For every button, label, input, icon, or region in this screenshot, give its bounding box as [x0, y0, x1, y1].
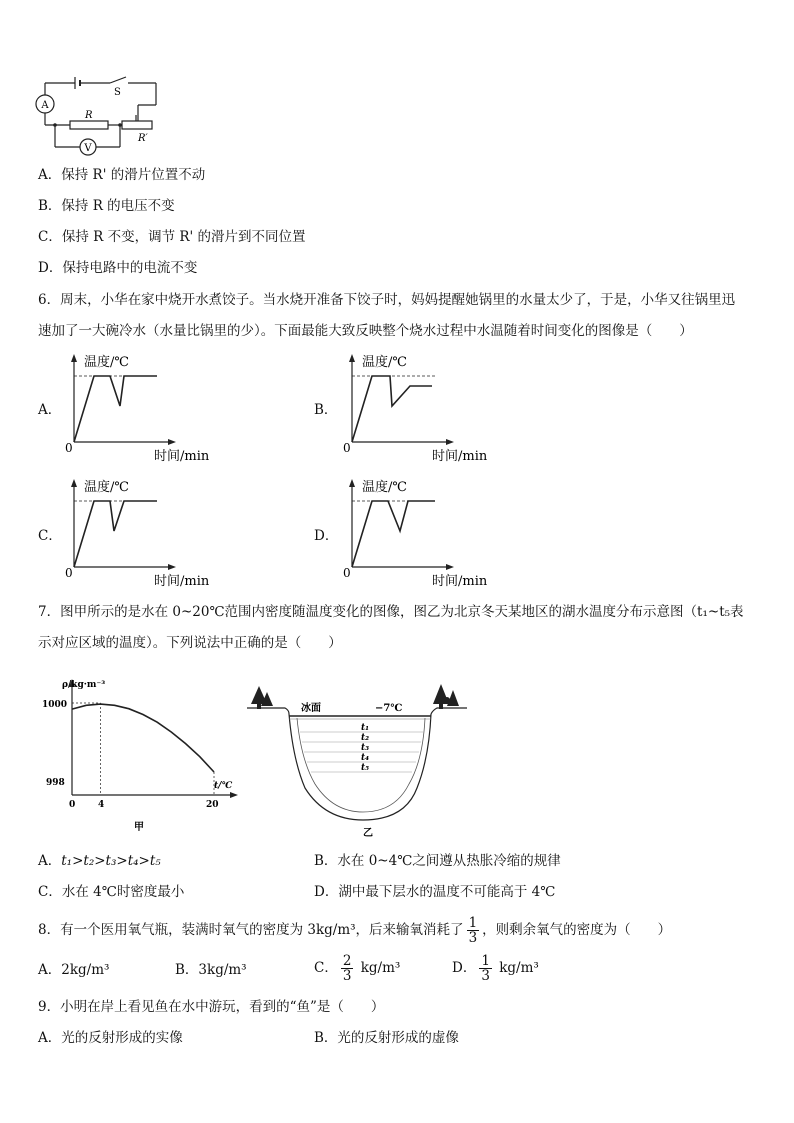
y-axis-arrow — [71, 354, 77, 362]
origin-label: 0 — [65, 441, 73, 455]
switch-label: S — [114, 87, 121, 98]
y-axis-arrow — [71, 479, 77, 487]
time-axis-label: 时间/min — [432, 574, 488, 589]
voltmeter-symbol: V — [84, 143, 92, 154]
q9-option-a[interactable]: A．光的反射形成的实像 — [38, 1030, 183, 1046]
layer-t3: t₃ — [361, 743, 370, 753]
layer-t4: t₄ — [361, 753, 370, 763]
y-axis-arrow — [349, 479, 355, 487]
q7-option-a[interactable]: A．t₁>t₂>t₃>t₄>t₅ — [38, 853, 161, 869]
q6-graph-c — [62, 475, 232, 591]
q8-option-d[interactable]: D． $\frac{1}{3}$ kg/m³ — [452, 953, 539, 984]
origin-label: 0 — [343, 441, 351, 455]
origin-label: 0 — [65, 566, 73, 580]
resistor-label: R — [85, 110, 93, 121]
ytick-998: 998 — [46, 778, 65, 788]
layer-t2: t₂ — [361, 733, 370, 743]
lake-diagram — [245, 680, 470, 840]
q6-option-b-letter[interactable]: B． — [314, 402, 338, 418]
fig-b-caption: 乙 — [363, 828, 373, 839]
layer-t5: t₅ — [361, 763, 370, 773]
circuit-diagram — [30, 75, 165, 163]
ytick-1000: 1000 — [42, 700, 68, 710]
density-temperature-chart — [38, 675, 248, 835]
layer-t1: t₁ — [361, 723, 370, 733]
q6-stem-line2: 速加了一大碗冷水（水量比锅里的少）。下面最能大致反映整个烧水过程中水温随着时间变化的图像是（ ） — [38, 323, 693, 339]
time-axis-label: 时间/min — [154, 574, 210, 589]
temperature-curve — [352, 501, 435, 567]
x-axis-arrow — [168, 439, 176, 445]
origin-label: 0 — [343, 566, 351, 580]
q6-option-d-letter[interactable]: D． — [314, 528, 339, 544]
density-axis-label: ρ/kg·m⁻³ — [62, 680, 106, 690]
y-axis-arrow — [349, 354, 355, 362]
q8-stem: 8．有一个医用氧气瓶，装满时氧气的密度为 3kg/m³，后来输氧消耗了 $\frac{1}{3}$ ，则剩余氧气的密度为（ ） — [38, 915, 672, 946]
x-axis-arrow — [446, 439, 454, 445]
xtick-0: 0 — [69, 800, 76, 810]
temperature-axis-label: 温度/℃ — [362, 355, 407, 370]
q7-stem-line2: 示对应区域的温度）。下列说法中正确的是（ ） — [38, 635, 342, 651]
q7-option-c[interactable]: C．水在 4℃时密度最小 — [38, 884, 185, 900]
temperature-curve — [74, 501, 157, 567]
fig-a-caption: 甲 — [134, 822, 144, 833]
temperature-axis-label: 温度/℃ — [84, 480, 129, 495]
q5-option-d[interactable]: D．保持电路中的电流不变 — [38, 260, 198, 276]
q6-graph-b — [340, 350, 510, 466]
q7-option-d[interactable]: D．湖中最下层水的温度不可能高于 4℃ — [314, 884, 556, 900]
temperature-curve — [74, 376, 157, 442]
q8-option-a[interactable]: A．2kg/m³ — [38, 962, 110, 978]
ice-label: 冰面 — [301, 703, 321, 714]
density-curve — [72, 704, 214, 772]
q8-option-c[interactable]: C． $\frac{2}{3}$ kg/m³ — [314, 953, 401, 984]
q9-stem: 9．小明在岸上看见鱼在水中游玩，看到的“鱼”是（ ） — [38, 999, 385, 1015]
xtick-4: 4 — [98, 800, 105, 810]
rheostat-label: R′ — [138, 133, 148, 144]
q6-graph-d — [340, 475, 510, 591]
temperature-curve — [352, 376, 432, 442]
q6-graph-a — [62, 350, 232, 466]
temperature-axis-label: t/℃ — [214, 781, 233, 791]
q5-option-c[interactable]: C．保持 R 不变，调节 R' 的滑片到不同位置 — [38, 229, 306, 245]
time-axis-label: 时间/min — [432, 449, 488, 464]
q7-stem-line1: 7．图甲所示的是水在 0~20℃范围内密度随温度变化的图像，图乙为北京冬天某地区的湖水温度分布示意图（t₁~t₅表 — [38, 604, 744, 620]
time-axis-label: 时间/min — [154, 449, 210, 464]
q7-option-b[interactable]: B．水在 0~4℃之间遵从热胀冷缩的规律 — [314, 853, 561, 869]
q6-option-c-letter[interactable]: C． — [38, 528, 62, 544]
q6-option-a-letter[interactable]: A． — [38, 402, 62, 418]
q8-option-b[interactable]: B．3kg/m³ — [175, 962, 247, 978]
x-axis-arrow — [446, 564, 454, 570]
ammeter-symbol: A — [41, 100, 49, 111]
temperature-axis-label: 温度/℃ — [84, 355, 129, 370]
q5-option-b[interactable]: B．保持 R 的电压不变 — [38, 198, 175, 214]
q6-stem-line1: 6．周末，小华在家中烧开水煮饺子。当水烧开准备下饺子时，妈妈提醒她锅里的水量太少了，于是，小华又往锅里迅 — [38, 292, 736, 308]
q8-stem-fraction: $\frac{1}{3}$ — [468, 915, 478, 946]
x-axis-arrow — [168, 564, 176, 570]
air-temp-label: −7℃ — [375, 703, 403, 714]
temperature-axis-label: 温度/℃ — [362, 480, 407, 495]
q9-option-b[interactable]: B．光的反射形成的虚像 — [314, 1030, 459, 1046]
xtick-20: 20 — [206, 800, 219, 810]
q5-option-a[interactable]: A．保持 R' 的滑片位置不动 — [38, 167, 206, 183]
